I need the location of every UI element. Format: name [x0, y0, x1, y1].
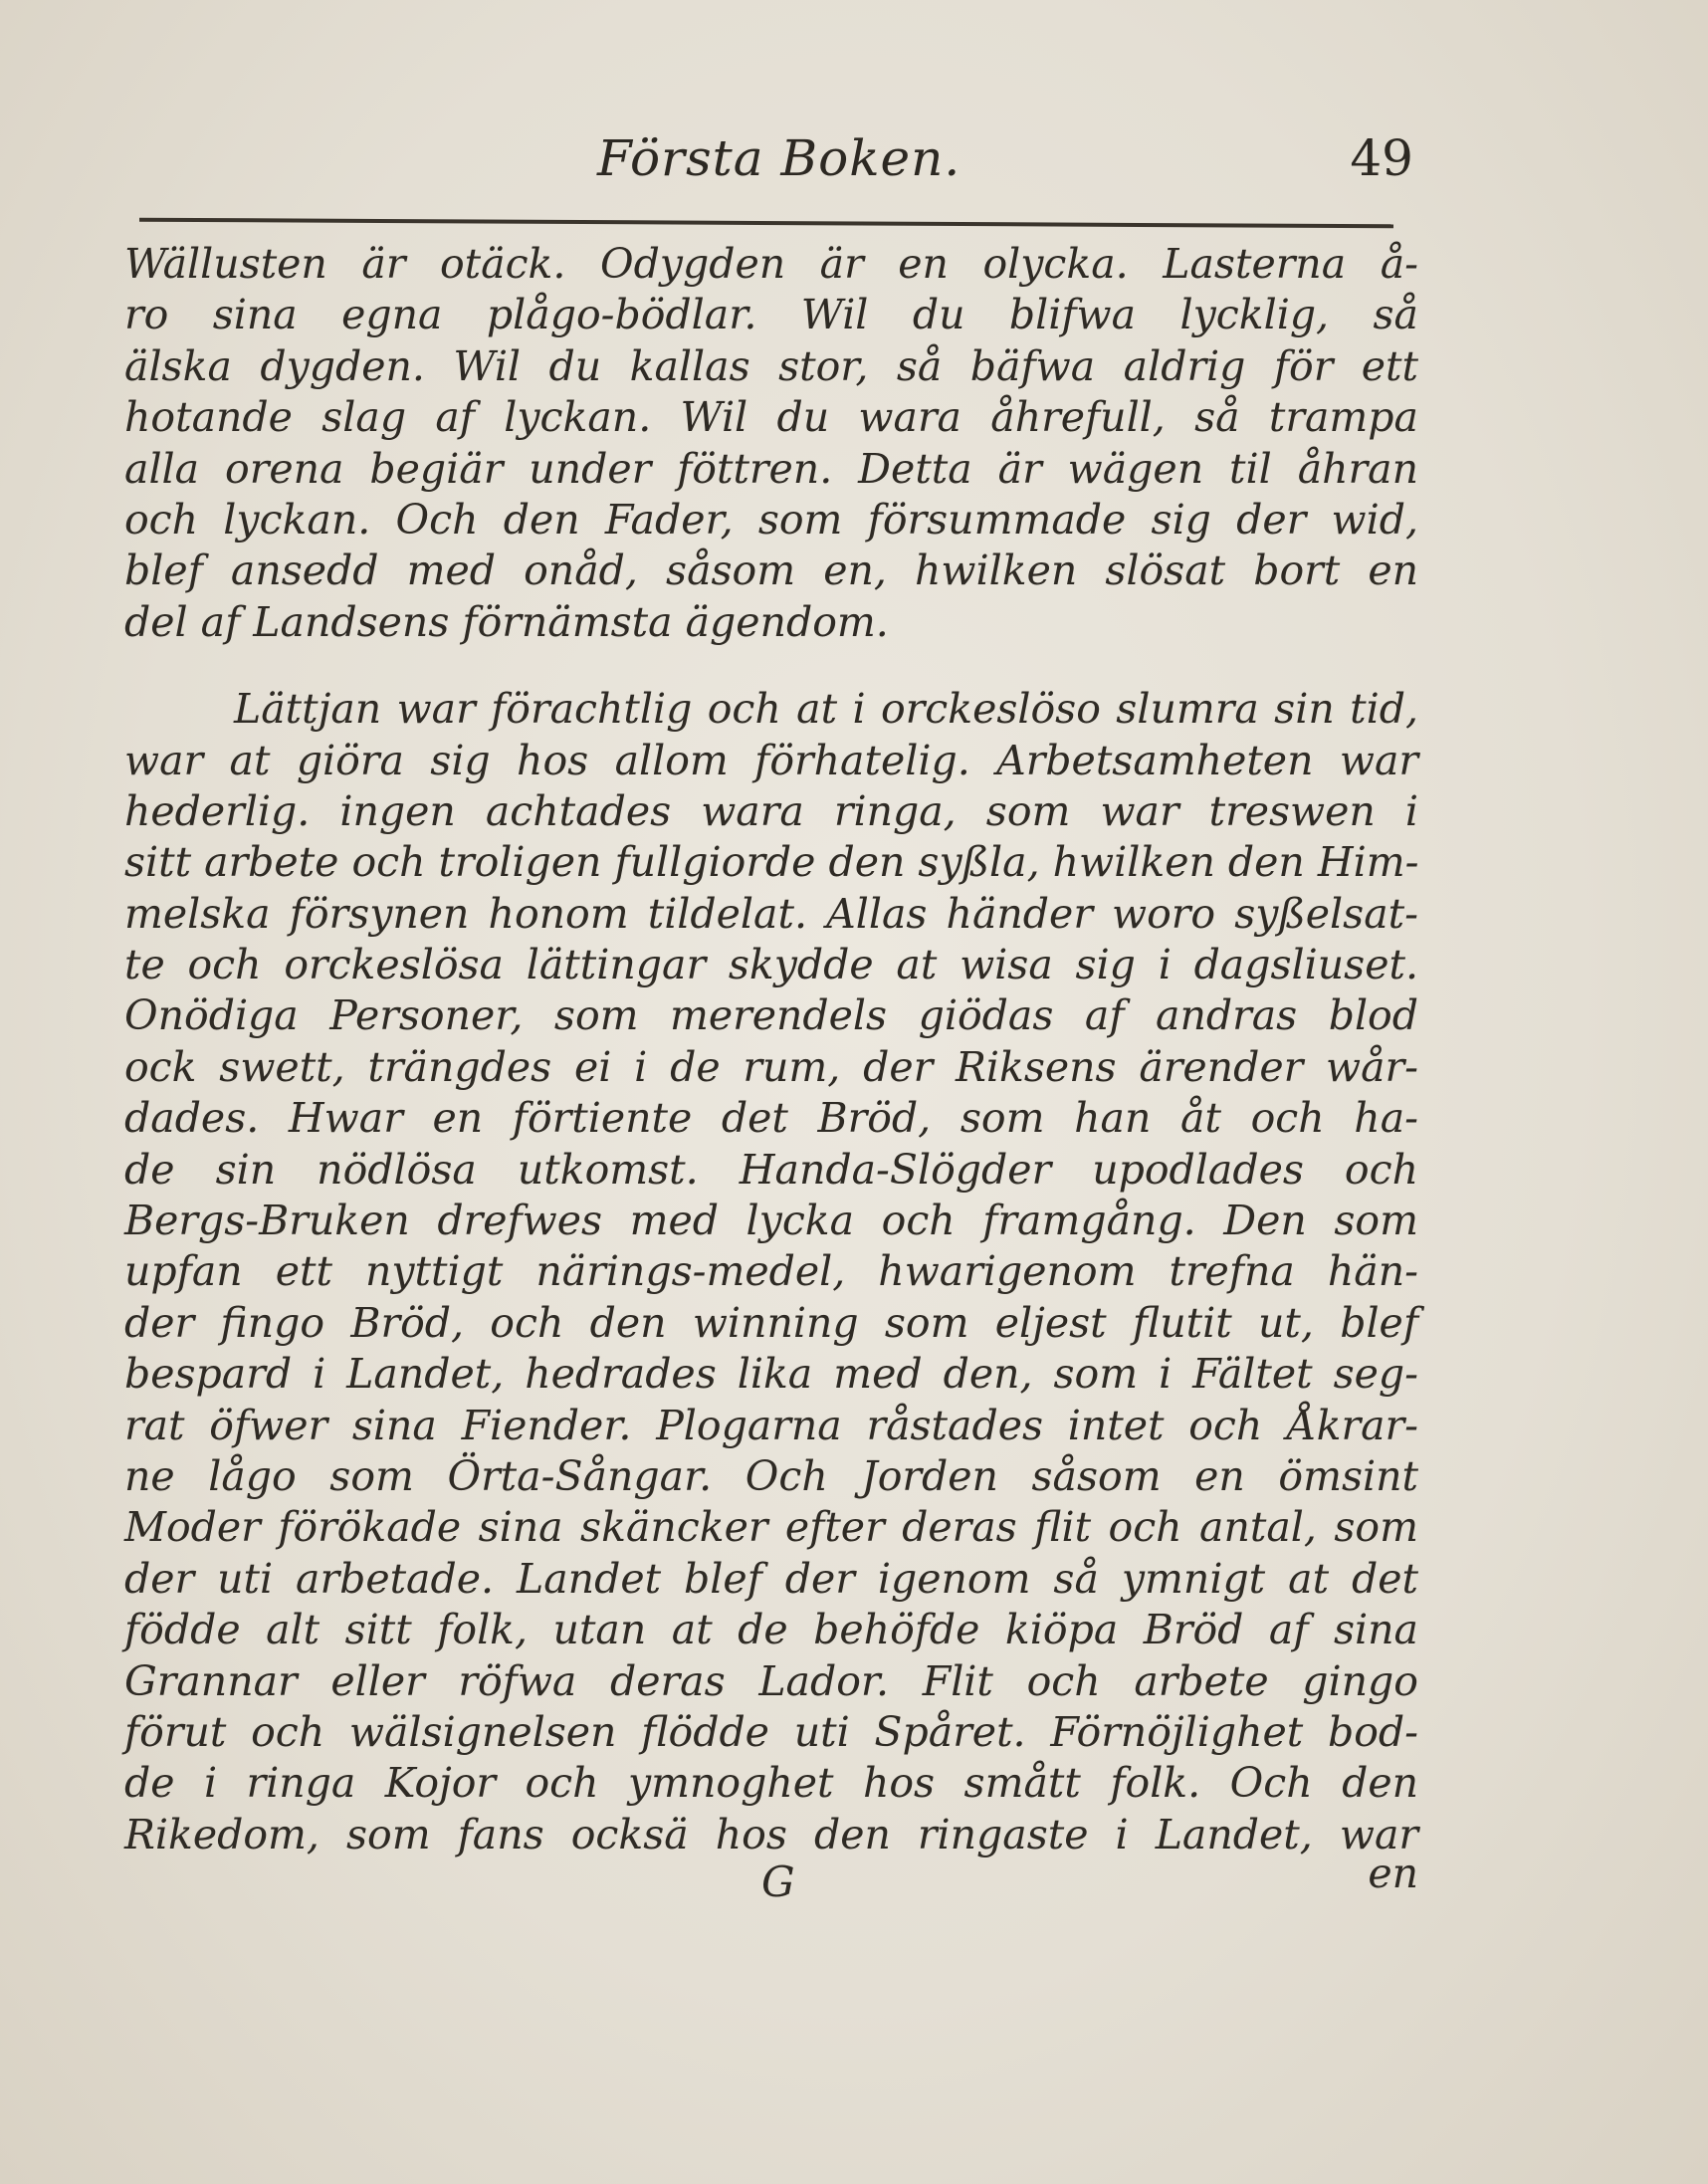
text-line: hotande slag af lyckan. Wil du wara åhrefull, så trampa: [124, 393, 1418, 442]
text-line: Moder förökade sina skäncker efter deras flit och antal, som: [124, 1503, 1418, 1552]
text-line: ro sina egna plågo-bödlar. Wil du blifwa lycklig, så: [124, 291, 1418, 339]
body-text: [124, 239, 1418, 1860]
text-line: alla orena begiär under föttren. Detta är wägen til åhran: [124, 444, 1418, 493]
text-line: hederlig. ingen achtades wara ringa, som war treswen i: [124, 786, 1418, 835]
text-line: der uti arbetade. Landet blef der igenom så ymnigt at det: [124, 1554, 1418, 1603]
text-line: och lyckan. Och den Fader, som försummade sig der wid,: [124, 495, 1418, 544]
text-line: Lättjan war förachtlig och at i orckeslöso slumra sin tid,: [234, 685, 1418, 734]
header-rule: [139, 218, 1393, 229]
paragraph-2: [124, 684, 1418, 1860]
text-line: der fingo Bröd, och den winning som eljest flutit ut, blef: [124, 1298, 1418, 1347]
text-line: de i ringa Kojor och ymnoghet hos smått folk. Och den: [124, 1759, 1418, 1808]
text-line: de sin nödlösa utkomst. Handa-Slögder upodlades och: [124, 1145, 1418, 1194]
catchword: en: [1368, 1850, 1418, 1897]
page-footer: [124, 1850, 1418, 1907]
paragraph-1: [124, 239, 1418, 648]
text-line: förut och wälsignelsen flödde uti Spåret. Förnöjlighet bod-: [124, 1707, 1418, 1756]
text-line: upfan ett nyttigt närings-medel, hwarigenom trefna hän-: [124, 1247, 1418, 1296]
text-line: Grannar eller röfwa deras Lador. Flit och arbete gingo: [124, 1656, 1418, 1705]
running-title: Första Boken.: [597, 129, 961, 187]
text-line: del af Landsens förnämsta ägendom.: [124, 597, 889, 646]
text-line: te och orckeslösa lättingar skydde at wisa sig i dagsliuset.: [124, 941, 1418, 989]
text-line: bespard i Landet, hedrades lika med den, som i Fältet seg-: [124, 1350, 1418, 1399]
text-line: ne lågo som Örta-Sångar. Och Jorden såsom en ömsint: [124, 1451, 1418, 1500]
text-line: ock swett, trängdes ei i de rum, der Riksens ärender wår-: [124, 1042, 1418, 1091]
text-line: Wällusten är otäck. Odygden är en olycka. Lasterna å-: [124, 240, 1418, 288]
running-head: [139, 129, 1413, 209]
text-line: Rikedom, som fans ocksä hos den ringaste i Landet, war: [124, 1810, 1418, 1858]
text-line: blef ansedd med onåd, såsom en, hwilken slösat bort en: [124, 546, 1418, 595]
text-line: dades. Hwar en förtiente det Bröd, som han åt och ha-: [124, 1094, 1418, 1143]
text-line: Bergs-Bruken drefwes med lycka och framgång. Den som: [124, 1197, 1418, 1245]
text-line: melska försynen honom tildelat. Allas händer woro syßelsat-: [124, 889, 1418, 938]
text-line: Onödiga Personer, som merendels giödas af andras blod: [124, 991, 1418, 1040]
text-line: sitt arbete och troligen fullgiorde den syßla, hwilken den Him-: [124, 838, 1419, 887]
page-number: 49: [1350, 129, 1413, 187]
paragraph-gap: [124, 648, 1418, 684]
signature-mark: G: [761, 1857, 795, 1906]
text-line: födde alt sitt folk, utan at de behöfde kiöpa Bröd af sina: [124, 1606, 1418, 1654]
text-line: war at giöra sig hos allom förhatelig. Arbetsamheten war: [124, 736, 1418, 784]
text-line: rat öfwer sina Fiender. Plogarna råstades intet och Åkrar-: [124, 1401, 1418, 1449]
text-line: älska dygden. Wil du kallas stor, så bäfwa aldrig för ett: [124, 341, 1418, 390]
